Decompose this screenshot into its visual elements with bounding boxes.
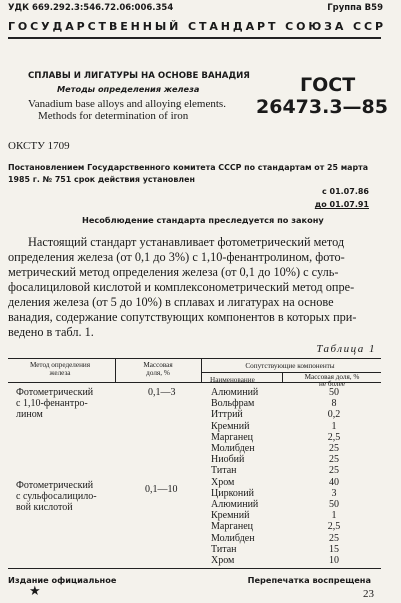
standard-banner: ГОСУДАРСТВЕННЫЙ СТАНДАРТ СОЮЗА ССР — [8, 20, 386, 33]
table-row: Марганец — [211, 521, 254, 533]
table-row: Вольфрам — [211, 398, 255, 410]
decree-line-2: 1985 г. № 751 срок действия установлен — [8, 175, 195, 184]
body-line-4: фосалициловой кислотой и комплексонометрический метод опре- — [8, 280, 355, 294]
okstu-code: ОКСТУ 1709 — [8, 140, 70, 152]
official-edition: Издание официальное — [8, 575, 117, 585]
header-accompanying: Сопутствующие компоненты — [245, 362, 335, 370]
valid-from: с 01.07.86 — [321, 187, 369, 196]
table-row: Титан — [211, 465, 237, 477]
table-row: Цирконий — [211, 487, 254, 499]
table-row: Алюминий — [211, 499, 259, 510]
group-1-names — [211, 387, 258, 499]
group-2-values: 50 1 2,5 25 15 10 — [327, 499, 341, 567]
table-row: Кремний — [211, 420, 250, 432]
subtitle-ru: Методы определения железа — [57, 84, 200, 94]
body-line-5: деления железа (от 5 до 10%) в сплавах и лигатурах на основе — [8, 295, 334, 309]
table-row: Молибден — [211, 443, 255, 455]
table-row: Хром — [211, 476, 235, 488]
header-fraction: Массовая доля, % — [143, 361, 173, 377]
group-2-method: Фотометрический с сульфосалицило- вой кислотой — [16, 480, 97, 514]
table-row: Титан — [211, 543, 237, 555]
decree-line-1: Постановлением Государственного комитета СССР по стандартам от 25 марта — [8, 163, 369, 172]
page-number: 23 — [363, 588, 374, 600]
reprint-notice: Перепечатка воспрещена — [247, 575, 371, 585]
group-code: Группа В59 — [327, 3, 383, 13]
body-line-1: Настоящий стандарт устанавливает фотометрический метод — [28, 235, 345, 249]
group-1-method: Фотометрический с 1,10-фенантро- лином — [16, 387, 94, 421]
group-2-range: 0,1—10 — [145, 484, 178, 495]
table-top-rule — [8, 358, 381, 359]
table-vline-3 — [282, 373, 283, 382]
header-method: Метод определения железа — [29, 361, 91, 377]
table-row: Молибден — [211, 532, 255, 544]
body-line-2: определения железа (от 0,1 до 3%) с 1,10-фенантролином, фото- — [8, 250, 345, 264]
body-line-6: ванадия, содержание сопутствующих компонентов в которых при- — [8, 310, 357, 324]
table-row: Иттрий — [211, 409, 243, 421]
star-icon: ★ — [29, 584, 41, 599]
table-row: Хром — [211, 555, 235, 567]
gost-label: ГОСТ — [300, 74, 356, 96]
table-row: Кремний — [211, 510, 250, 522]
title-ru: СПЛАВЫ И ЛИГАТУРЫ НА ОСНОВЕ ВАНАДИЯ — [28, 71, 250, 81]
valid-to: до 01.07.91 — [314, 200, 369, 209]
banner-rule — [8, 37, 381, 39]
group-1-range: 0,1—3 — [148, 387, 176, 398]
table-bottom-rule — [8, 568, 381, 569]
group-1-values: 50 8 0,2 1 2,5 25 25 25 40 3 — [327, 387, 341, 499]
header-comp-fraction: Массовая доля, % не более — [304, 373, 360, 388]
table-vline-1 — [115, 358, 116, 382]
body-line-7: ведено в табл. 1. — [8, 325, 94, 339]
title-en-2: Methods for determination of iron — [38, 110, 189, 122]
udk-code: УДК 669.292.3:546.72.06:006.354 — [8, 3, 174, 13]
gost-number: 26473.3—85 — [256, 96, 388, 118]
warning-text: Несоблюдение стандарта преследуется по закону — [82, 215, 324, 225]
group-2-names — [211, 499, 258, 566]
title-en-1: Vanadium base alloys and alloying elements. — [28, 98, 226, 110]
table-row: Марганец — [211, 431, 254, 443]
table-row: Ниобий — [211, 454, 245, 466]
body-line-3: метрический метод определения железа (от 0,1 до 10%) с суль- — [8, 265, 339, 279]
header-name: Наименование — [210, 376, 255, 384]
table-caption: Таблица 1 — [316, 343, 376, 355]
table-row: Алюминий — [211, 387, 259, 398]
